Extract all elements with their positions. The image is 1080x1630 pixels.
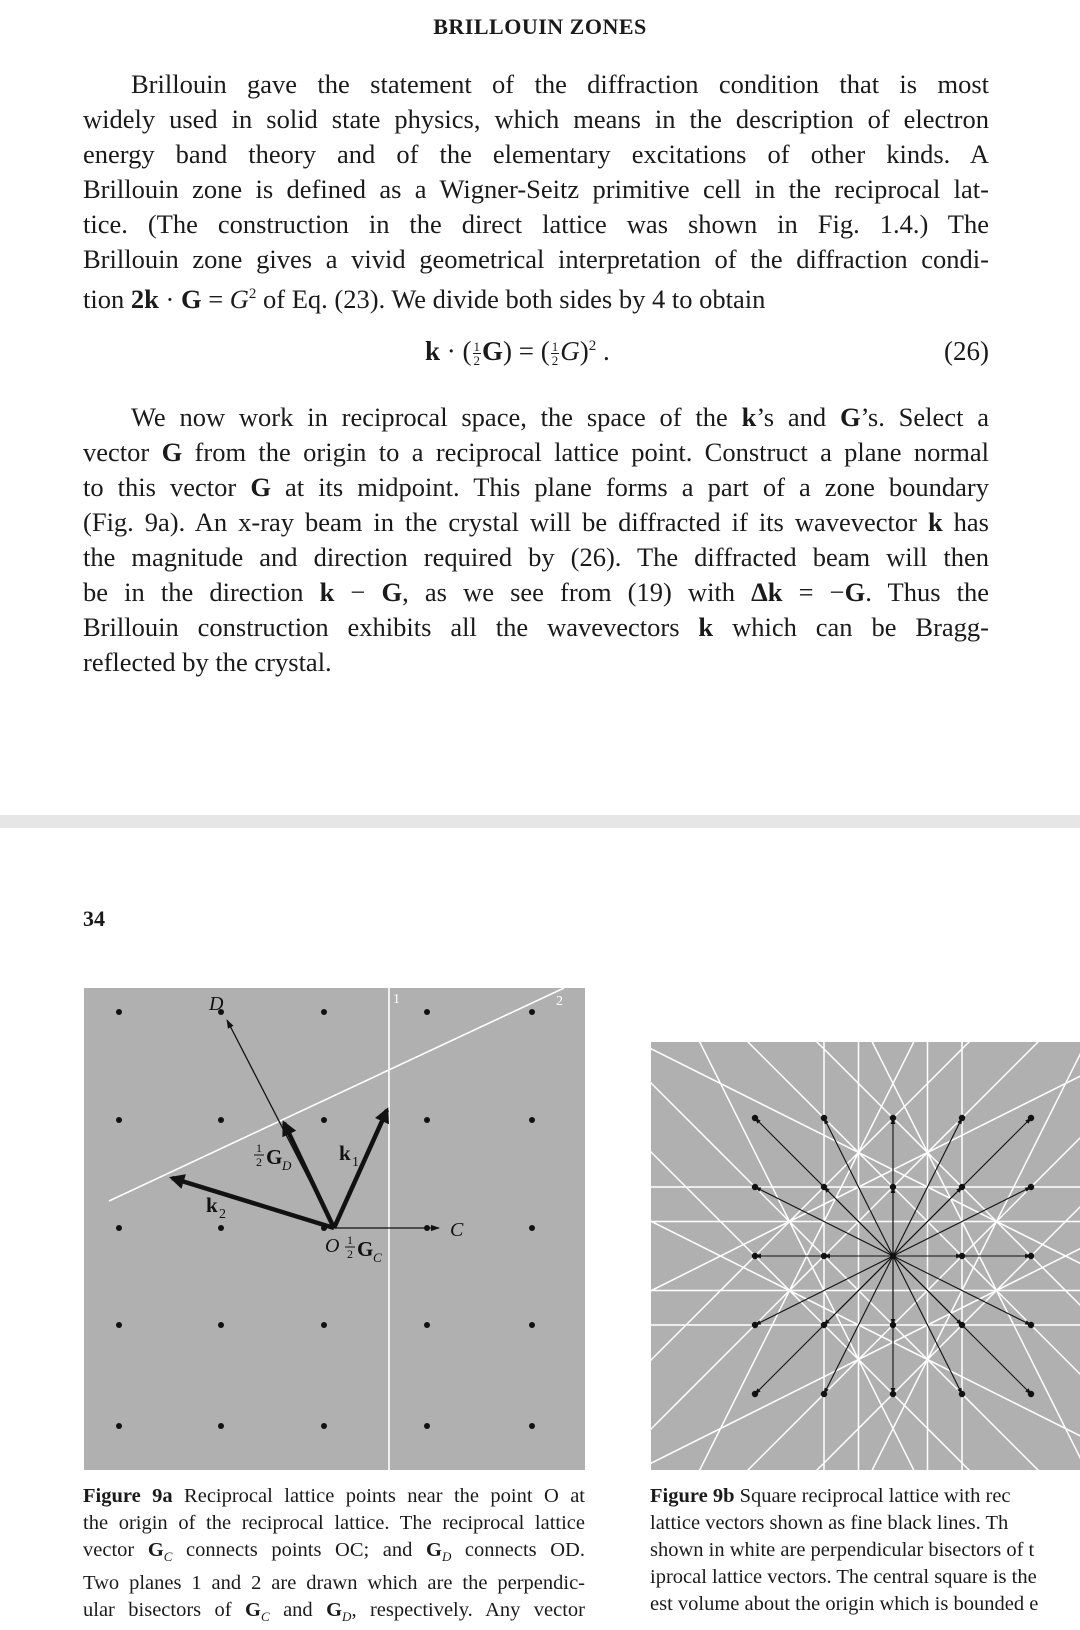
para2-line-3: to this vector G at its midpoint. This plane forms a part of a zone boundary <box>83 472 989 502</box>
caption-9a-line-3: vector $G_C$ connects points OC; and $G_D$ connects OD. <box>83 1539 585 1565</box>
lattice-point <box>218 1225 224 1231</box>
lattice-point <box>821 1115 827 1121</box>
caption-9b-line-3: shown in white are perpendicular bisectors of t <box>650 1539 1035 1561</box>
lattice-point <box>321 1322 327 1328</box>
label-gc-frac-den: 2 <box>347 1247 353 1261</box>
lattice-point <box>424 1423 430 1429</box>
page-divider <box>0 815 1080 828</box>
lattice-point <box>1028 1115 1034 1121</box>
lattice-point <box>821 1322 827 1328</box>
para1-line-3: energy band theory and of the elementary excitations of other kinds. A <box>83 139 989 169</box>
label-c: C <box>450 1219 464 1241</box>
lattice-point <box>752 1184 758 1190</box>
paragraph-2 <box>83 400 989 680</box>
label-k2-sub: 2 <box>219 1207 226 1222</box>
label-gc-sub: C <box>373 1250 382 1265</box>
para2-line-7: Brillouin construction exhibits all the wavevectors k which can be Bragg- <box>83 612 989 642</box>
para1-line-4: Brillouin zone is defined as a Wigner-Seitz primitive cell in the reciprocal lat- <box>83 174 989 204</box>
caption-9b-title: Figure 9b <box>650 1485 735 1507</box>
lattice-point <box>890 1391 896 1397</box>
lattice-point <box>1028 1322 1034 1328</box>
para1-line-1: Brillouin gave the statement of the diffraction condition that is most <box>131 69 989 99</box>
para1-line-5: tice. (The construction in the direct lattice was shown in Fig. 1.4.) The <box>83 209 989 239</box>
lattice-point <box>1028 1184 1034 1190</box>
caption-9b <box>650 1483 1080 1618</box>
lattice-point <box>218 1423 224 1429</box>
para2-line-1: We now work in reciprocal space, the space of the k’s and G’s. Select a <box>131 402 990 432</box>
lattice-point <box>116 1322 122 1328</box>
label-gd-frac-den: 2 <box>256 1155 262 1169</box>
label-gc: G <box>357 1237 374 1261</box>
lattice-point <box>890 1184 896 1190</box>
lattice-point <box>890 1253 896 1259</box>
lattice-point <box>529 1117 535 1123</box>
lattice-point <box>424 1009 430 1015</box>
para2-line-8: reflected by the crystal. <box>83 647 332 677</box>
lattice-point <box>529 1423 535 1429</box>
lattice-point <box>116 1009 122 1015</box>
lattice-point <box>424 1322 430 1328</box>
caption-9a-title: Figure 9a <box>83 1485 173 1507</box>
lattice-point <box>321 1009 327 1015</box>
lattice-point <box>116 1117 122 1123</box>
lattice-point <box>752 1322 758 1328</box>
caption-9b-line-1: Figure 9b Square reciprocal lattice with rec <box>650 1485 1011 1507</box>
lattice-point <box>752 1391 758 1397</box>
label-o: O <box>325 1235 340 1257</box>
lattice-point <box>890 1322 896 1328</box>
label-gd-frac-num: 1 <box>256 1141 262 1155</box>
para2-line-6: be in the direction k − G, as we see from (19) with Δk = −G. Thus the <box>83 577 989 607</box>
caption-9a-line-5: ular bisectors of $G_C$ and $G_D$, respectively. Any vector <box>83 1599 585 1625</box>
caption-9a <box>83 1483 585 1630</box>
caption-9a-line-1: Figure 9a Reciprocal lattice points near the point O at <box>83 1485 586 1507</box>
figure-9b <box>651 1042 1080 1470</box>
lattice-point <box>959 1184 965 1190</box>
label-k1-sub: 1 <box>352 1155 359 1170</box>
figure-9a <box>84 988 585 1470</box>
lattice-point <box>529 1009 535 1015</box>
label-d: D <box>209 993 224 1015</box>
lattice-point <box>752 1253 758 1259</box>
lattice-point <box>116 1225 122 1231</box>
lattice-point <box>529 1225 535 1231</box>
caption-9b-line-2: lattice vectors shown as fine black lines. Th <box>650 1512 1009 1534</box>
paragraph-1 <box>83 67 989 317</box>
para1-line-2: widely used in solid state physics, which means in the description of electron <box>83 104 989 134</box>
lattice-point <box>752 1115 758 1121</box>
equation-body: k · ( $\frac{1}{2}$ G) = ( $\frac{1}{2}$ G)$^2$ . <box>425 336 610 369</box>
lattice-point <box>1028 1391 1034 1397</box>
para2-line-5: the magnitude and direction required by (26). The diffracted beam will then <box>83 542 989 572</box>
lattice-point <box>959 1115 965 1121</box>
lattice-point <box>116 1423 122 1429</box>
para1-line-7: tion $2k \cdot G = G^2$ of Eq. (23). We divide both sides by 4 to obtain <box>83 283 766 314</box>
lattice-point <box>890 1115 896 1121</box>
lattice-point <box>821 1253 827 1259</box>
equation-number: (26) <box>944 336 989 366</box>
equation-26 <box>83 336 989 376</box>
lattice-point <box>959 1253 965 1259</box>
lattice-point <box>321 1423 327 1429</box>
lattice-point <box>821 1184 827 1190</box>
page-number: 34 <box>83 906 105 931</box>
equation-half-2: $\frac{1}{2}$ <box>551 339 559 369</box>
caption-9b-line-4: iprocal lattice vectors. The central square is the <box>650 1566 1037 1588</box>
lattice-point <box>321 1117 327 1123</box>
caption-9a-line-4: Two planes 1 and 2 are drawn which are the perpendic- <box>83 1572 585 1595</box>
lattice-point <box>959 1391 965 1397</box>
para1-line-6: Brillouin zone gives a vivid geometrical interpretation of the diffraction condi- <box>83 244 989 274</box>
running-head: BRILLOUIN ZONES <box>433 14 647 39</box>
label-gd: G <box>266 1145 283 1169</box>
lattice-point <box>218 1322 224 1328</box>
label-k2: k <box>206 1193 218 1217</box>
lattice-point <box>821 1391 827 1397</box>
label-gd-sub: D <box>282 1158 292 1173</box>
lattice-point <box>959 1322 965 1328</box>
label-k1: k <box>339 1141 351 1165</box>
label-plane-1: 1 <box>393 992 400 1007</box>
lattice-point <box>218 1117 224 1123</box>
lattice-point <box>529 1322 535 1328</box>
caption-9a-line-2: the origin of the reciprocal lattice. The reciprocal lattice <box>83 1512 585 1534</box>
label-plane-2: 2 <box>556 994 563 1009</box>
lattice-point <box>1028 1253 1034 1259</box>
lattice-point <box>424 1117 430 1123</box>
label-gc-frac-num: 1 <box>347 1233 353 1247</box>
para2-line-2: vector G from the origin to a reciprocal lattice point. Construct a plane normal <box>83 437 989 467</box>
equation-half-1: $\frac{1}{2}$ <box>473 339 481 369</box>
caption-9b-line-5: est volume about the origin which is bounded e <box>650 1593 1039 1615</box>
para2-line-4: (Fig. 9a). An x-ray beam in the crystal will be diffracted if its wavevector k has <box>83 507 989 537</box>
